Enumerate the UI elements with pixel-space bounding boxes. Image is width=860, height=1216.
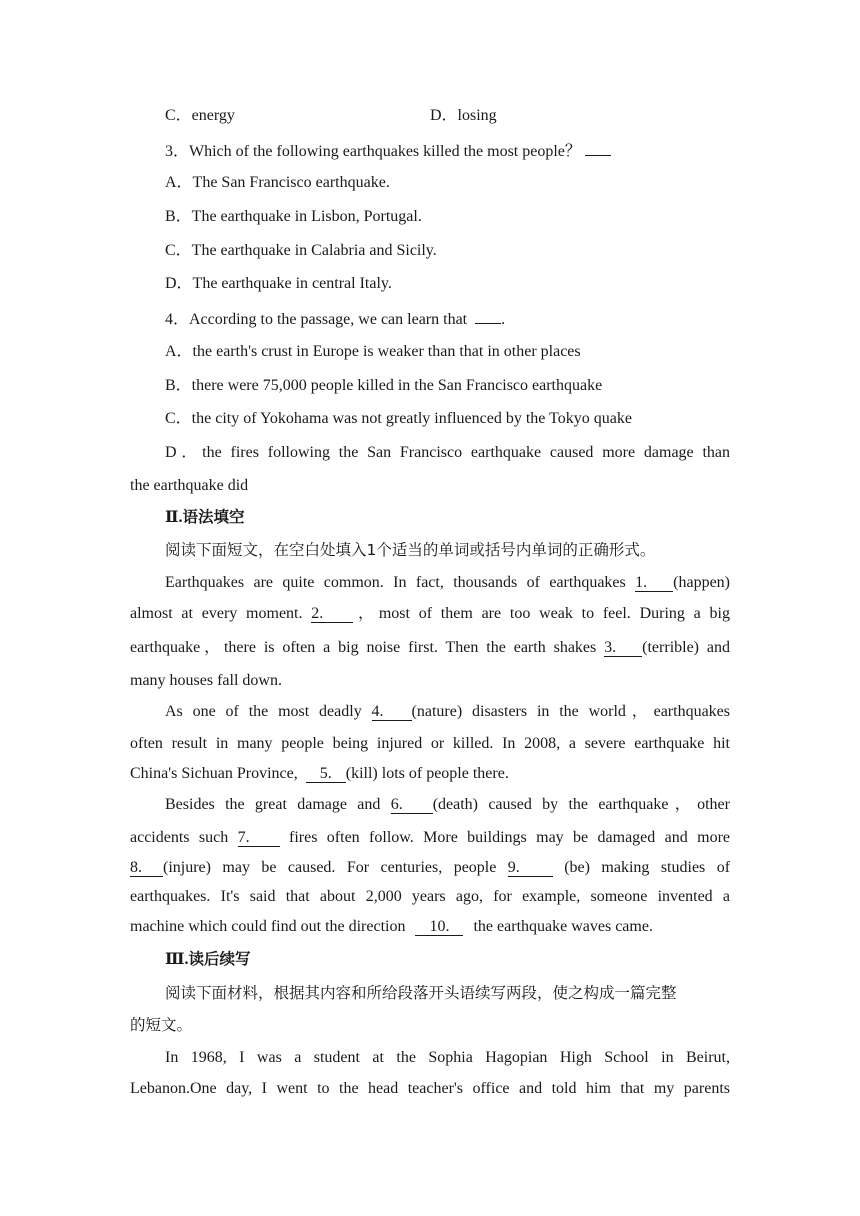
p2-line2: often result in many people being injured or killed. In 2008, a severe earthquake hit bbox=[130, 735, 730, 752]
p3-line3 bbox=[130, 858, 730, 878]
section3-heading-num: Ⅲ. bbox=[165, 951, 189, 968]
p1-line3-hint: (terrible) and bbox=[642, 639, 730, 656]
blank-5[interactable]: 5. bbox=[306, 766, 346, 783]
p1-line3 bbox=[130, 638, 730, 658]
p2-line3 bbox=[130, 764, 730, 784]
section2-heading-title: 语法填空 bbox=[182, 508, 245, 526]
section3-instruction-line1: 阅读下面材料，根据其内容和所给段落开头语续写两段，使之构成一篇完整 bbox=[165, 984, 677, 1002]
p3-line2-text: accidents such bbox=[130, 829, 229, 846]
section2-heading-num: Ⅱ. bbox=[165, 509, 183, 526]
blank-2[interactable]: 2. bbox=[311, 606, 353, 623]
q2-option-c bbox=[165, 106, 497, 126]
p3-line3-text: (injure) may be caused. For centuries, people bbox=[163, 859, 497, 876]
blank-8[interactable]: 8. bbox=[130, 860, 163, 877]
q3-answer-blank[interactable] bbox=[585, 140, 611, 156]
p1-line1-hint: (happen) bbox=[673, 574, 730, 591]
q3-option-a: A．The San Francisco earthquake. bbox=[165, 174, 390, 191]
p3-line5 bbox=[130, 917, 730, 937]
p3-line5-text: machine which could find out the direction bbox=[130, 918, 406, 935]
section3-heading bbox=[165, 949, 251, 970]
q4-option-c: C．the city of Yokohama was not greatly influenced by the Tokyo quake bbox=[165, 410, 632, 427]
q3-option-b: B．The earthquake in Lisbon, Portugal. bbox=[165, 208, 422, 225]
p3-line1 bbox=[165, 795, 730, 815]
q4-option-b: B．there were 75,000 people killed in the San Francisco earthquake bbox=[165, 377, 603, 394]
q4-option-a: A．the earth's crust in Europe is weaker than that in other places bbox=[165, 343, 581, 360]
q3-option-c: C．The earthquake in Calabria and Sicily. bbox=[165, 242, 437, 259]
q2-option-c-text: C．energy bbox=[165, 107, 235, 124]
q4-question-text: 4．According to the passage, we can learn that bbox=[165, 311, 468, 328]
p2-line3-text: China's Sichuan Province, bbox=[130, 765, 298, 782]
section3-instruction-line2: 的短文。 bbox=[130, 1016, 193, 1034]
p3-line1-text: Besides the great damage and bbox=[165, 796, 381, 813]
story-line1: In 1968, I was a student at the Sophia Hagopian High School in Beirut, bbox=[165, 1049, 730, 1066]
p1-line2-text: almost at every moment. bbox=[130, 605, 303, 622]
blank-1[interactable]: 1. bbox=[635, 575, 673, 592]
blank-9[interactable]: 9. bbox=[508, 860, 553, 877]
p3-line3-rest: (be) making studies of bbox=[564, 859, 731, 876]
blank-4[interactable]: 4. bbox=[372, 704, 412, 721]
p3-line2 bbox=[130, 828, 730, 848]
p1-line3-text: earthquake，there is often a big noise first. Then the earth shakes bbox=[130, 639, 597, 656]
p1-line1-text: Earthquakes are quite common. In fact, thousands of earthquakes bbox=[165, 574, 626, 591]
q4-answer-blank[interactable] bbox=[475, 308, 501, 324]
section3-heading-title: 读后续写 bbox=[188, 950, 251, 968]
p1-line2 bbox=[130, 604, 730, 624]
p2-line1-rest: (nature) disasters in the world，earthquakes bbox=[411, 703, 731, 720]
p1-line1 bbox=[165, 573, 730, 593]
section2-instruction: 阅读下面短文，在空白处填入1个适当的单词或括号内单词的正确形式。 bbox=[165, 541, 656, 559]
p2-line1-text: As one of the most deadly bbox=[165, 703, 362, 720]
q4-option-d-line2: the earthquake did bbox=[130, 477, 249, 494]
p3-line1-rest: (death) caused by the earthquake，other bbox=[432, 796, 730, 813]
q3-question-text: 3．Which of the following earthquakes killed the most people？ bbox=[165, 143, 581, 160]
blank-7[interactable]: 7. bbox=[238, 830, 280, 847]
q4-question: 4．According to the passage, we can learn that . bbox=[165, 308, 505, 330]
section2-heading bbox=[165, 507, 245, 528]
q3-option-d: D．The earthquake in central Italy. bbox=[165, 275, 392, 292]
p1-line2-rest: ，most of them are too weak to feel. During a big bbox=[353, 605, 730, 622]
p3-line5-rest: the earthquake waves came. bbox=[473, 918, 653, 935]
q2-option-d-text: D．losing bbox=[430, 107, 497, 124]
p3-line4: earthquakes. It's said that about 2,000 years ago, for example, someone invented a bbox=[130, 888, 730, 905]
story-line2: Lebanon.One day, I went to the head teacher's office and told him that my parents bbox=[130, 1080, 730, 1097]
blank-10[interactable]: 10. bbox=[415, 919, 463, 936]
p2-line3-rest: (kill) lots of people there. bbox=[345, 765, 509, 782]
q4-option-d-line1: D．the fires following the San Francisco earthquake caused more damage than bbox=[165, 444, 730, 461]
q3-question bbox=[165, 140, 611, 162]
p3-line2-rest: fires often follow. More buildings may be damaged and more bbox=[288, 829, 730, 846]
blank-3[interactable]: 3. bbox=[604, 640, 642, 657]
p1-line4: many houses fall down. bbox=[130, 672, 282, 689]
blank-6[interactable]: 6. bbox=[391, 797, 433, 814]
p2-line1 bbox=[165, 702, 730, 722]
